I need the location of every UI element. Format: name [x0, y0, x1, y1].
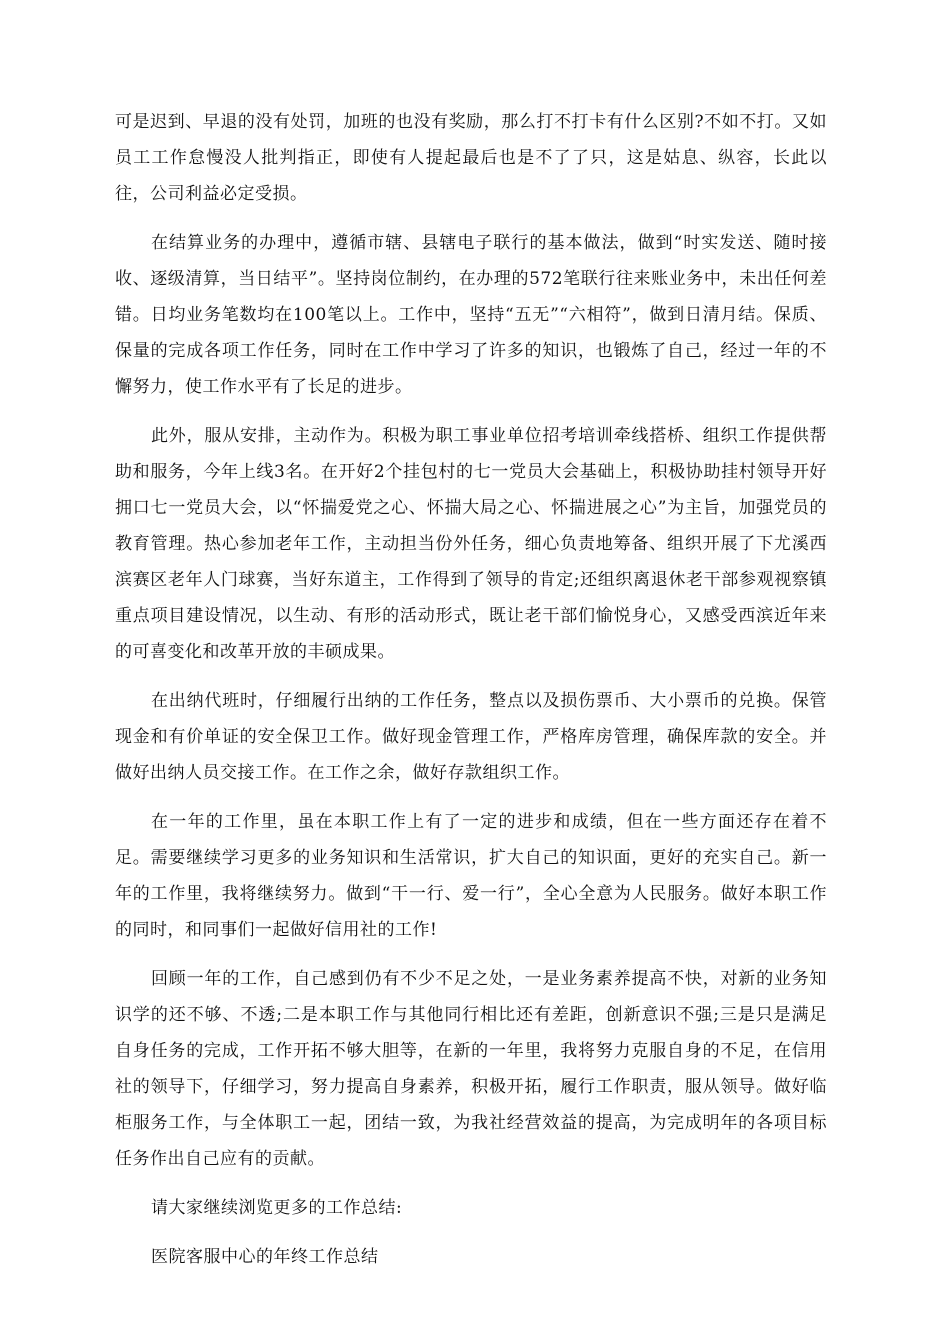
paragraph-3: 此外，服从安排，主动作为。积极为职工事业单位招考培训牵线搭桥、组织工作提供帮助和服务，今年上线3名。在开好2个挂包村的七一党员大会基础上，积极协助挂村领导开好拥口七一党员大会，以“怀揣爱党之心、怀揣大局之心、怀揣进展之心”为主旨，加强党员的教育管理。热心参加老年工作，主动担当份外任务，细心负责地筹备、组织开展了下尤溪西滨赛区老年人门球赛，当好东道主，工作得到了领导的肯定;还组织离退休老干部参观视察镇重点项目建设情况，以生动、有形的活动形式，既让老干部们愉悦身心，又感受西滨近年来的可喜变化和改革开放的丰硕成果。 — [115, 426, 827, 662]
paragraph-6: 回顾一年的工作，自己感到仍有不少不足之处，一是业务素养提高不快，对新的业务知识学的还不够、不透;二是本职工作与其他同行相比还有差距，创新意识不强;三是只是满足自身任务的完成，工作开拓不够大胆等，在新的一年里，我将努力克服自身的不足，在信用社的领导下，仔细学习，努力提高自身素养，积极开拓，履行工作职责，服从领导。做好临柜服务工作，与全体职工一起，团结一致，为我社经营效益的提高，为完成明年的各项目标任务作出自己应有的贡献。 — [115, 969, 827, 1169]
more-prompt: 请大家继续浏览更多的工作总结: — [151, 1198, 403, 1218]
paragraph-4: 在出纳代班时，仔细履行出纳的工作任务，整点以及损伤票币、大小票币的兑换。保管现金和有价单证的安全保卫工作。做好现金管理工作，严格库房管理，确保库款的安全。并做好出纳人员交接工作。在工作之余，做好存款组织工作。 — [115, 691, 827, 783]
paragraph-2: 在结算业务的办理中，遵循市辖、县辖电子联行的基本做法，做到“时实发送、随时接收、逐级清算，当日结平”。坚持岗位制约，在办理的572笔联行往来账业务中，未出任何差错。日均业务笔数均在100笔以上。工作中，坚持“五无”“六相符”，做到日清月结。保质、保量的完成各项工作任务，同时在工作中学习了许多的知识，也锻炼了自己，经过一年的不懈努力，使工作水平有了长足的进步。 — [115, 233, 827, 397]
paragraph-5: 在一年的工作里，虽在本职工作上有了一定的进步和成绩，但在一些方面还存在着不足。需要继续学习更多的业务知识和生活常识，扩大自己的知识面，更好的充实自己。新一年的工作里，我将继续努力。做到“干一行、爱一行”，全心全意为人民服务。做好本职工作的同时，和同事们一起做好信用社的工作! — [115, 812, 827, 940]
related-article-link[interactable]: 医院客服中心的年终工作总结 — [151, 1247, 379, 1267]
paragraph-1: 可是迟到、早退的没有处罚，加班的也没有奖励，那么打不打卡有什么区别?不如不打。又如员工工作怠慢没人批判指正，即使有人提起最后也是不了了只，这是姑息、纵容，长此以往，公司利益必定受损。 — [115, 112, 827, 204]
document-body — [115, 104, 827, 1285]
